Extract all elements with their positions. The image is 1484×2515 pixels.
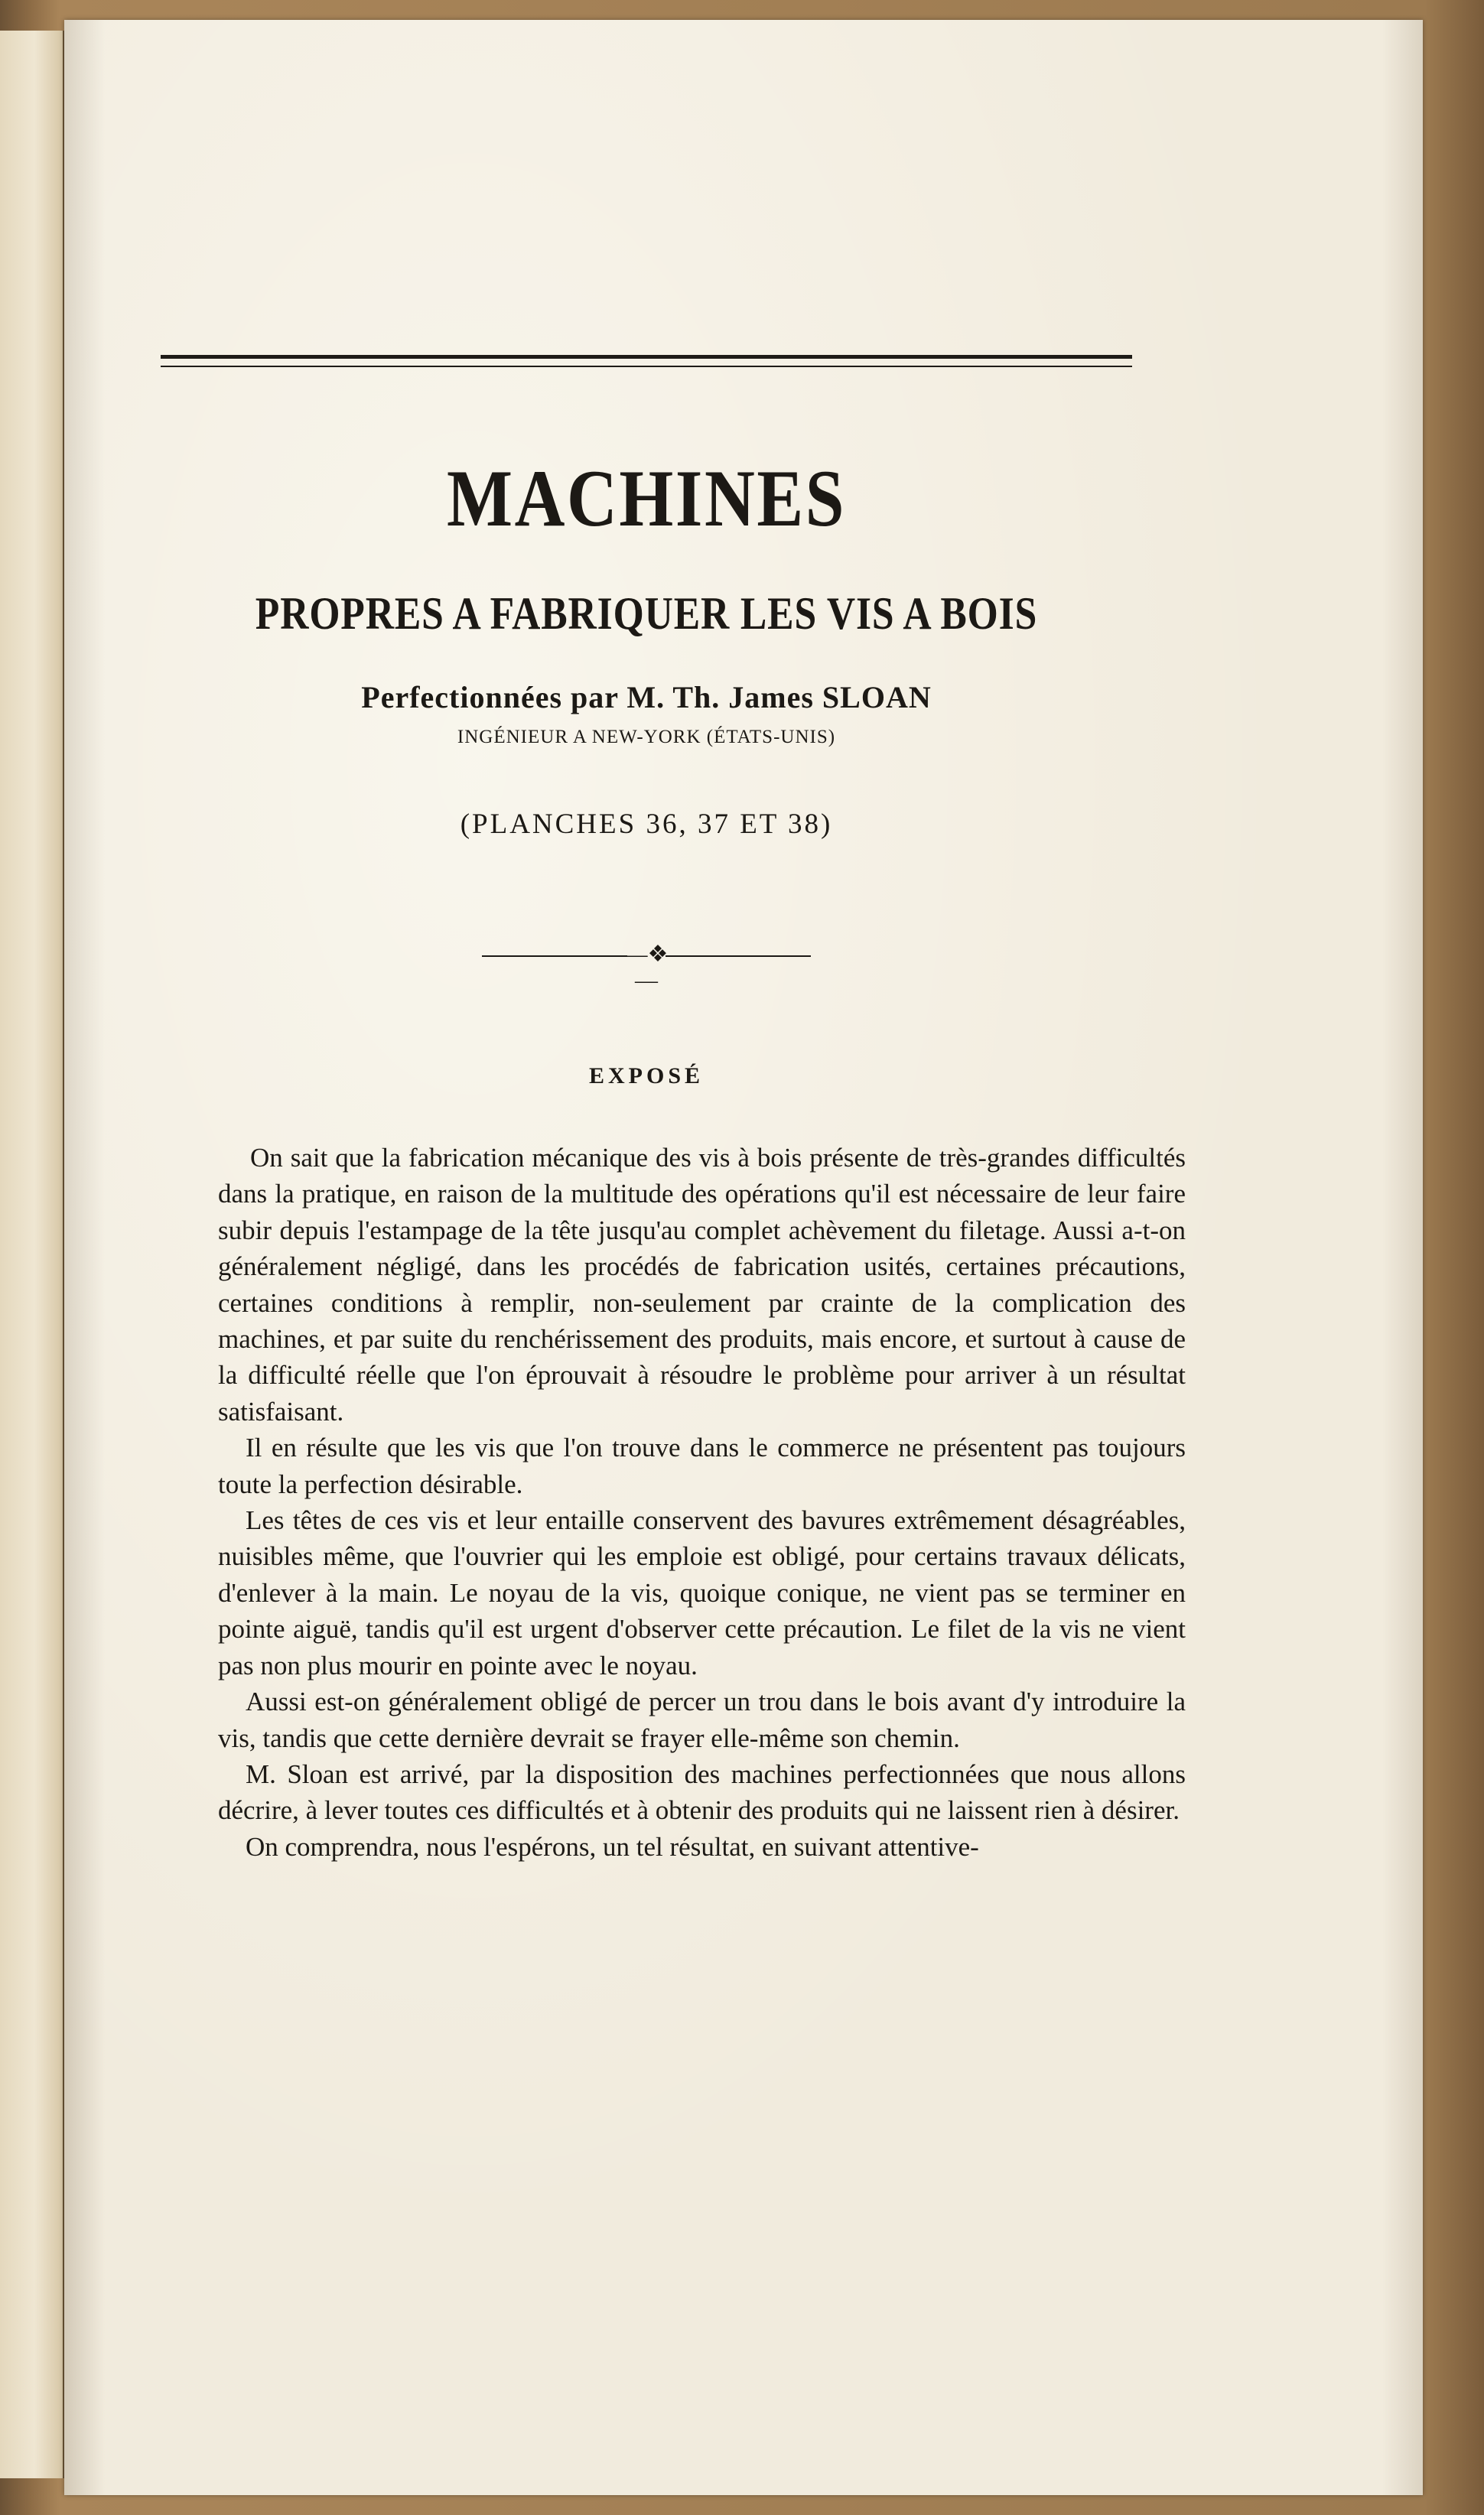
ornament-line-left: [482, 955, 627, 957]
book-page: [64, 20, 1423, 2495]
body-text: [218, 1140, 1186, 1865]
author-line: Perfectionnées par M. Th. James SLOAN: [361, 680, 932, 714]
author-affiliation: INGÉNIEUR A NEW-YORK (ÉTATS-UNIS): [457, 727, 836, 747]
ornament-line-right: [666, 955, 811, 957]
ornament-divider: [482, 942, 811, 993]
paragraph: Aussi est-on généralement obligé de percer un trou dans le bois avant d'y introduire la vis, tandis que cette dernière devrait se frayer elle-même son chemin.: [218, 1687, 1186, 1753]
section-heading: EXPOSÉ: [588, 1063, 705, 1088]
paragraph: Les têtes de ces vis et leur entaille conservent des bavures extrêmement désagréables, nuisibles même, que l'ouvrier qui les emploie est obligé, pour certains travaux délicats, d'enlever à la main. Le noyau de la vis, quoique conique, ne vient pas se terminer en pointe aiguë, tandis qu'il est urgent d'observer cette précaution. Le filet de la vis ne vient pas non plus mourir en pointe avec le noyau.: [218, 1505, 1186, 1680]
paragraph: On comprendra, nous l'espérons, un tel résultat, en suivant attentive-: [246, 1831, 979, 1862]
paragraph: Il en résulte que les vis que l'on trouve dans le commerce ne présentent pas toujours toute la perfection désirable.: [218, 1433, 1186, 1499]
header-rule-thin: [161, 366, 1132, 367]
paragraph: On sait que la fabrication mécanique des vis à bois présente de très-grandes difficultés dans la pratique, en raison de la multitude des opérations qu'il est nécessaire de leur faire subir depuis l'estampage de la tête jusqu'au complet achèvement du filetage. Aussi a-t-on généralement négligé, dans les procédés de fabrication usités, certaines précautions, certaines conditions à remplir, non-seulement par crainte de la complication des machines, et par suite du renchérissement des produits, mais encore, et surtout à cause de la difficulté réelle que l'on éprouvait à résoudre le problème pour arriver à un résultat satisfaisant.: [218, 1143, 1186, 1427]
facing-page-edge: [0, 31, 64, 2478]
ornament-glyph: —❖—: [624, 942, 669, 993]
plates-reference: (PLANCHES 36, 37 ET 38): [460, 809, 833, 840]
page-subtitle: PROPRES A FABRIQUER LES VIS A BOIS: [255, 588, 1038, 639]
page-title: MACHINES: [446, 454, 847, 543]
header-rule-thick: [161, 355, 1132, 359]
paragraph: M. Sloan est arrivé, par la disposition des machines perfectionnées que nous allons décrire, à lever toutes ces difficultés et à obtenir des produits qui ne laissent rien à désirer.: [218, 1759, 1186, 1826]
